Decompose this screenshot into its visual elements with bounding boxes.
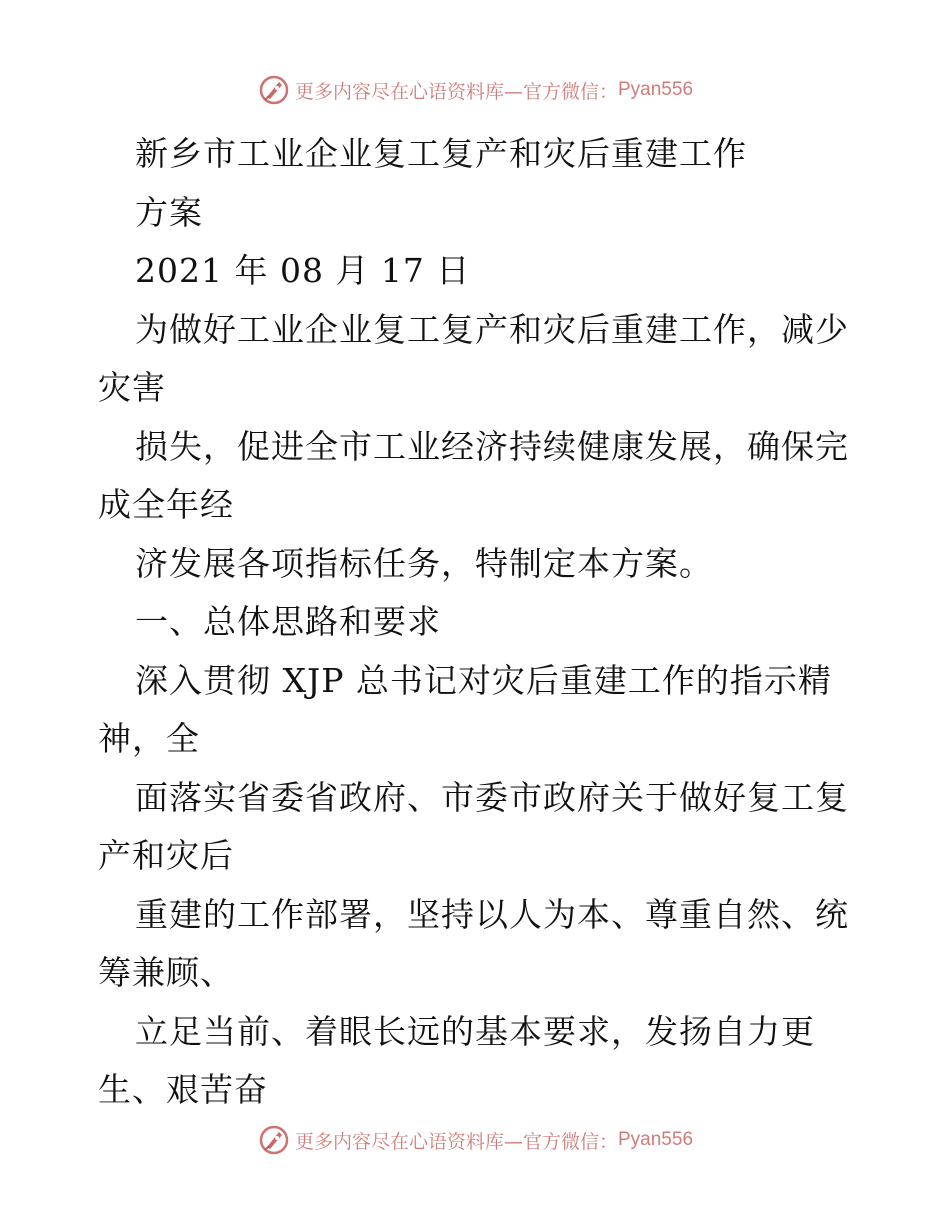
footer-watermark <box>0 1120 950 1160</box>
paragraph-line: 损失，促进全市工业经济持续健康发展，确保完 <box>135 426 849 466</box>
paragraph-line: 神，全 <box>98 719 200 758</box>
doc-title-line-2: 方案 <box>135 192 203 232</box>
section-heading: 一、总体思路和要求 <box>135 602 441 641</box>
paragraph-line: 成全年经 <box>98 485 234 524</box>
paragraph-line: 重建的工作部署，坚持以人为本、尊重自然、统 <box>135 894 849 934</box>
quill-logo-icon <box>257 73 291 107</box>
paragraph-line: 深入贯彻 XJP 总书记对灾后重建工作的指示精 <box>135 660 832 700</box>
paragraph-line: 筹兼顾、 <box>98 953 234 992</box>
header-watermark <box>0 70 950 110</box>
paragraph-line: 灾害 <box>98 368 166 407</box>
watermark-wechat-id: Pyan556 <box>618 79 694 100</box>
doc-date: 2021 年 08 月 17 日 <box>135 251 471 290</box>
watermark-wechat-id: Pyan556 <box>618 1129 694 1150</box>
paragraph-line: 济发展各项指标任务，特制定本方案。 <box>135 543 713 583</box>
paragraph-line: 产和灾后 <box>98 836 234 875</box>
watermark-text: 更多内容尽在心语资料库—官方微信： <box>294 1130 618 1153</box>
paragraph-line: 立足当前、着眼长远的基本要求，发扬自力更 <box>135 1011 815 1051</box>
paragraph-line: 面落实省委省政府、市委市政府关于做好复工复 <box>135 777 849 817</box>
quill-logo-icon <box>257 1123 291 1157</box>
document-body <box>98 125 858 1120</box>
doc-title-line-1: 新乡市工业企业复工复产和灾后重建工作 <box>135 134 747 173</box>
watermark-text: 更多内容尽在心语资料库—官方微信： <box>294 80 618 103</box>
paragraph-line: 为做好工业企业复工复产和灾后重建工作，减少 <box>135 309 849 349</box>
paragraph-line: 生、艰苦奋 <box>98 1070 268 1109</box>
